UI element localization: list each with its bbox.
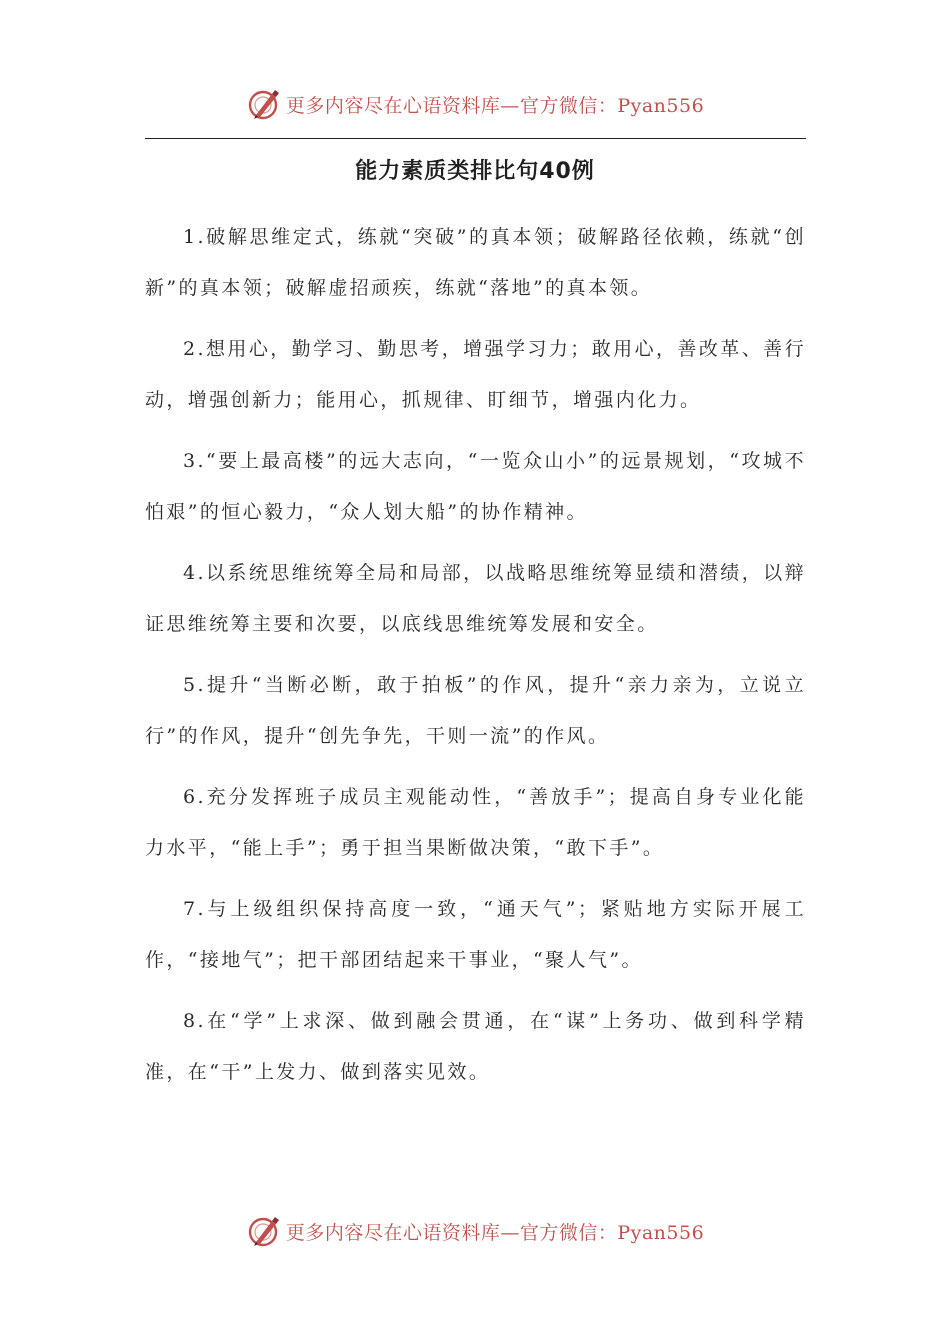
document-body — [145, 212, 806, 1108]
banner-text: 更多内容尽在心语资料库—官方微信：Pyan556 — [285, 94, 705, 117]
list-item: 7.与上级组织保持高度一致，“通天气”；紧贴地方实际开展工作，“接地气”；把干部团结起来干事业，“聚人气”。 — [145, 898, 806, 971]
list-item: 5.提升“当断必断，敢于拍板”的作风，提升“亲力亲为，立说立行”的作风，提升“创先争先，干则一流”的作风。 — [145, 674, 806, 747]
header-banner — [0, 84, 950, 124]
list-item: 8.在“学”上求深、做到融会贯通，在“谋”上务功、做到科学精准，在“干”上发力、做到落实见效。 — [145, 1010, 806, 1083]
document-title: 能力素质类排比句40例 — [355, 159, 595, 184]
list-item: 4.以系统思维统筹全局和局部，以战略思维统筹显绩和潜绩，以辩证思维统筹主要和次要，以底线思维统筹发展和安全。 — [145, 562, 806, 635]
pen-circle-logo-icon — [246, 86, 282, 122]
list-item: 1.破解思维定式，练就“突破”的真本领；破解路径依赖，练就“创新”的真本领；破解虚招顽疾，练就“落地”的真本领。 — [145, 226, 806, 299]
pen-circle-logo-icon — [246, 1213, 282, 1249]
header-divider — [145, 138, 806, 139]
banner-text: 更多内容尽在心语资料库—官方微信：Pyan556 — [285, 1221, 705, 1244]
list-item: 6.充分发挥班子成员主观能动性，“善放手”；提高自身专业化能力水平，“能上手”；勇于担当果断做决策，“敢下手”。 — [145, 786, 806, 859]
list-item: 3.“要上最高楼”的远大志向，“一览众山小”的远景规划，“攻城不怕艰”的恒心毅力，“众人划大船”的协作精神。 — [145, 450, 806, 523]
footer-banner — [0, 1211, 950, 1251]
list-item: 2.想用心，勤学习、勤思考，增强学习力；敢用心，善改革、善行动，增强创新力；能用心，抓规律、盯细节，增强内化力。 — [145, 338, 806, 411]
